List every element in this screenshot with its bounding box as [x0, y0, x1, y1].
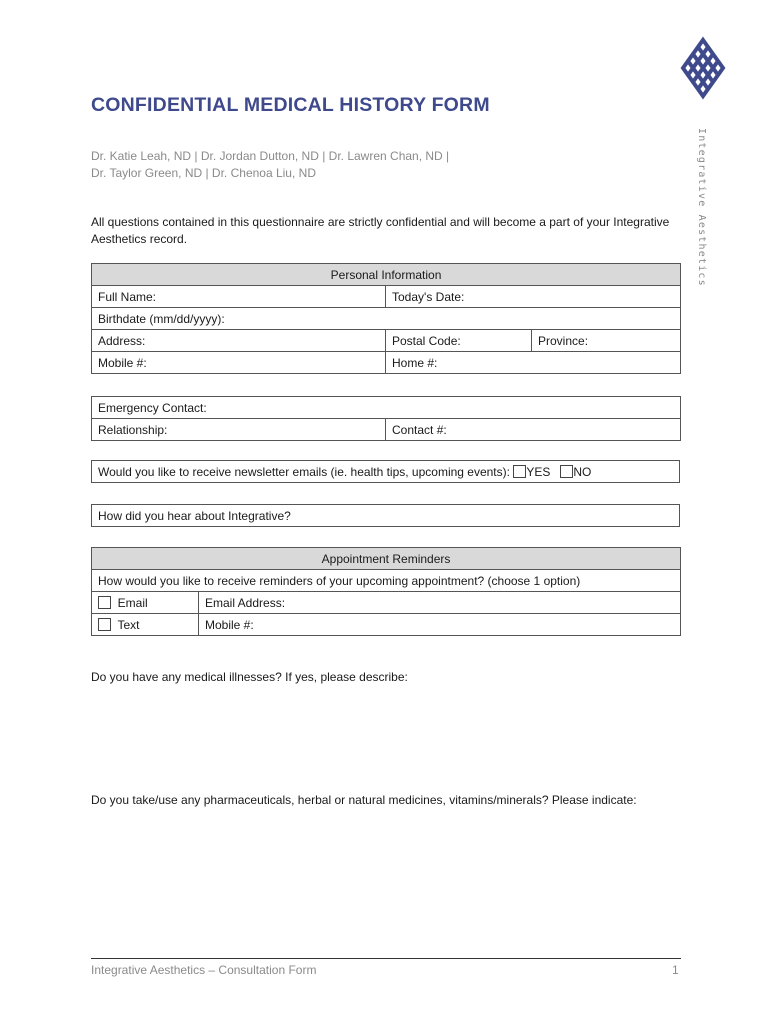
hear-about-field[interactable]: How did you hear about Integrative? [92, 505, 680, 527]
newsletter-yes-label: YES [526, 464, 551, 479]
brand-side-text: Integrative Aesthetics [696, 128, 707, 287]
reminder-mobile-field[interactable]: Mobile #: [199, 614, 681, 636]
newsletter-no-label: NO [573, 464, 592, 479]
knot-logo-icon [676, 36, 730, 100]
reminders-question: How would you like to receive reminders of your upcoming appointment? (choose 1 option) [92, 570, 681, 592]
email-option-checkbox[interactable] [98, 596, 111, 609]
full-name-field[interactable]: Full Name: [92, 286, 386, 308]
emergency-contact-field[interactable]: Emergency Contact: [92, 397, 681, 419]
hear-about-table [91, 504, 680, 527]
footer-divider [91, 958, 681, 959]
text-option-cell [92, 614, 199, 636]
doctors-list [91, 148, 449, 182]
email-option-label: Email [117, 595, 148, 610]
reminders-header: Appointment Reminders [92, 548, 681, 570]
newsletter-yes-checkbox[interactable] [513, 465, 526, 478]
newsletter-question: Would you like to receive newsletter emails (ie. health tips, upcoming events): [98, 464, 510, 479]
text-option-checkbox[interactable] [98, 618, 111, 631]
emergency-table [91, 396, 681, 441]
todays-date-field[interactable]: Today's Date: [386, 286, 681, 308]
intro-text: All questions contained in this questionnaire are strictly confidential and will become a part of your Integrative Aesthetics record. [91, 215, 670, 246]
email-address-field[interactable]: Email Address: [199, 592, 681, 614]
newsletter-no-checkbox[interactable] [560, 465, 573, 478]
illnesses-question: Do you have any medical illnesses? If yes, please describe: [91, 670, 408, 684]
newsletter-table [91, 460, 680, 483]
doctors-line-1: Dr. Katie Leah, ND | Dr. Jordan Dutton, ND | Dr. Lawren Chan, ND | [91, 149, 450, 163]
personal-info-header: Personal Information [92, 264, 681, 286]
page-number: 1 [672, 963, 679, 977]
footer-title: Integrative Aesthetics – Consultation Form [91, 963, 317, 977]
contact-number-field[interactable]: Contact #: [386, 419, 681, 441]
province-field[interactable]: Province: [532, 330, 681, 352]
personal-info-table [91, 263, 681, 374]
text-option-label: Text [117, 617, 140, 632]
relationship-field[interactable]: Relationship: [92, 419, 386, 441]
address-field[interactable]: Address: [92, 330, 386, 352]
birthdate-field[interactable]: Birthdate (mm/dd/yyyy): [92, 308, 681, 330]
doctors-line-2: Dr. Taylor Green, ND | Dr. Chenoa Liu, ND [91, 166, 316, 180]
form-title: CONFIDENTIAL MEDICAL HISTORY FORM [91, 94, 490, 116]
mobile-field[interactable]: Mobile #: [92, 352, 386, 374]
newsletter-row [92, 461, 680, 483]
reminders-table [91, 547, 681, 636]
email-option-cell [92, 592, 199, 614]
postal-code-field[interactable]: Postal Code: [386, 330, 532, 352]
home-phone-field[interactable]: Home #: [386, 352, 681, 374]
medicines-question: Do you take/use any pharmaceuticals, herbal or natural medicines, vitamins/minerals? Please indicate: [91, 793, 637, 807]
